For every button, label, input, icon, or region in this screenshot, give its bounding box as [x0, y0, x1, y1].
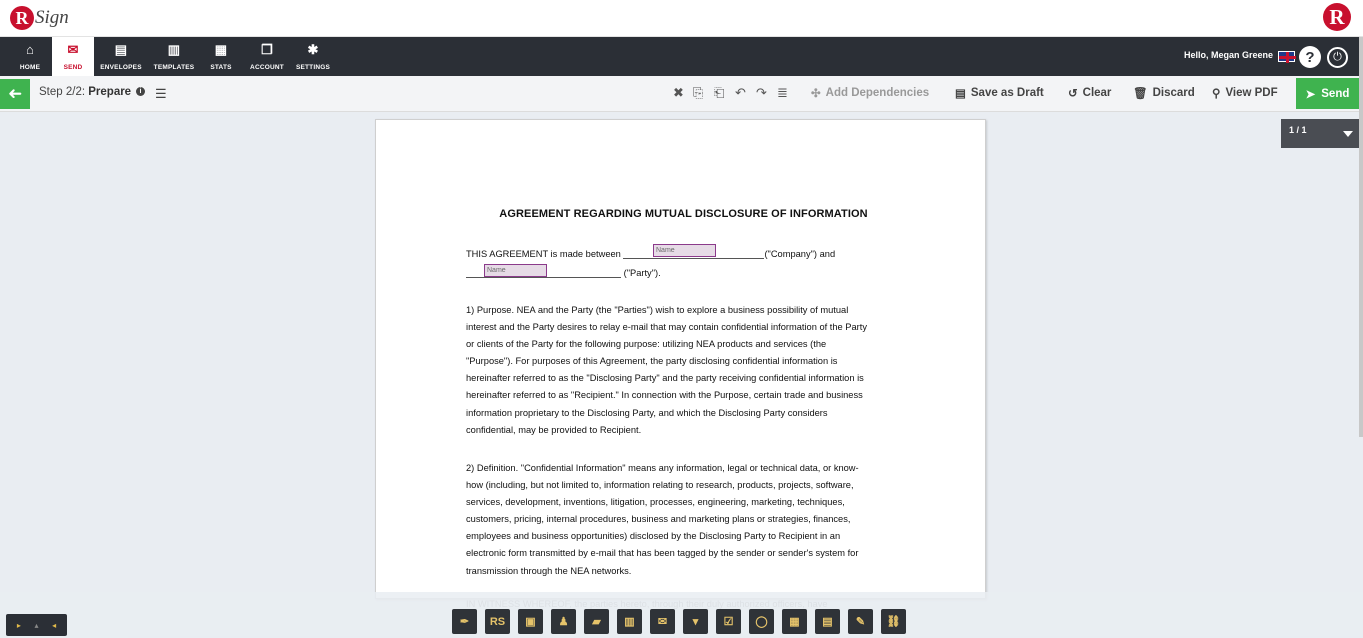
line1-prefix: THIS AGREEMENT is made between	[466, 249, 621, 259]
text-line: transmission through the NEA networks.	[466, 565, 632, 576]
paste-icon[interactable]: ⎗	[714, 85, 725, 100]
text-line: hereinafter referred to as "Recipient." In connection with the Purpose, certain trade and business	[466, 390, 863, 401]
checkbox-tool-icon[interactable]: ☑	[716, 609, 741, 634]
back-arrow-icon: ➜	[7, 84, 23, 103]
nav-label: SETTINGS	[295, 64, 331, 71]
page-selector[interactable]	[1281, 119, 1360, 148]
gear-icon: ✱	[307, 42, 319, 57]
text-line: 1) Purpose. NEA and the Party (the "Parties") wish to explore a business possibility of mutual	[466, 305, 849, 315]
company-logo: R	[1323, 3, 1351, 31]
dropdown-tool-icon[interactable]: ▾	[683, 609, 708, 634]
definition-paragraph	[466, 460, 906, 580]
save-draft-button[interactable]	[955, 86, 1044, 100]
signature-tool-icon[interactable]: ✒	[452, 609, 477, 634]
trash-icon: 🗑	[1133, 88, 1148, 100]
nav-label: SEND	[63, 64, 83, 71]
text-line: electronic form transmitted by e-mail that has been tagged by the sender or sender's system for	[466, 548, 859, 559]
discard-button[interactable]	[1133, 86, 1195, 100]
control-palette	[452, 609, 906, 634]
chevron-down-icon	[1343, 131, 1353, 137]
text-line: interest and the Party desires to relay e-mail that may contain confidential information of the Party	[466, 322, 868, 333]
info-icon[interactable]: i	[136, 87, 145, 96]
text-line: "Purpose"). For purposes of this Agreement, the party disclosing confidential information is	[466, 356, 838, 367]
text-tool-icon[interactable]: ▤	[815, 609, 840, 634]
undo-icon[interactable]: ↶	[735, 85, 746, 100]
nav-label: ENVELOPES	[100, 64, 142, 71]
text-line: information proprietary to the Disclosing Party, and which the Disclosing Party considers	[466, 407, 828, 418]
nav-account[interactable]	[246, 37, 288, 76]
nav-stats[interactable]	[206, 37, 236, 76]
name-tool-icon[interactable]: ♟	[551, 609, 576, 634]
copy-icon[interactable]: ⎘	[693, 85, 704, 100]
text-line: or clients of the Party for the following purpose: utilizing NEA products and services (the	[466, 339, 827, 350]
text-line: confidential, may be provided to Recipient.	[466, 424, 642, 435]
collapse-icon[interactable]: ◂	[52, 620, 57, 630]
menu-icon[interactable]: ≣	[777, 85, 788, 100]
templates-icon: ▥	[167, 42, 181, 57]
logout-icon[interactable]: ⏻	[1327, 47, 1348, 68]
text-line: 2) Definition. "Confidential Information" means any information, legal or technical data, or know-	[466, 463, 859, 473]
add-dependencies-label: Add Dependencies	[825, 87, 930, 99]
redo-icon[interactable]: ↷	[756, 85, 767, 100]
hyperlink-tool-icon[interactable]: ⛓	[881, 609, 906, 634]
page-scrollbar[interactable]	[1359, 37, 1363, 437]
text-line: how (including, but not limited to, information relating to research, products, projects, software,	[466, 480, 854, 491]
play-icon[interactable]: ▸	[16, 620, 21, 630]
document-page[interactable]	[375, 119, 986, 599]
text-line: customers, pricing, internal procedures, business and marketing plans or strategies, finances,	[466, 514, 851, 525]
line1-suffix: ("Company") and	[764, 249, 836, 259]
document-icon: ▤	[955, 88, 966, 100]
step-toolbar	[0, 76, 1363, 112]
panel-toggle[interactable]	[6, 614, 67, 636]
save-draft-label: Save as Draft	[970, 87, 1044, 99]
language-flag-icon[interactable]	[1278, 51, 1295, 62]
step-indicator	[39, 86, 131, 98]
logo-letter: R	[10, 6, 34, 30]
initials-tool-icon[interactable]: RS	[485, 609, 510, 634]
page-count: 1 / 1	[1289, 125, 1307, 135]
clear-label: Clear	[1082, 87, 1112, 99]
clear-button[interactable]	[1068, 86, 1111, 100]
agreement-line-1	[466, 249, 835, 259]
nav-envelopes[interactable]	[98, 37, 144, 76]
nav-label: STATS	[210, 64, 232, 71]
company-tool-icon[interactable]: ▥	[617, 609, 642, 634]
text-line: employees and business opportunities) disclosed by the Disclosing Party to Recipient in an	[466, 531, 841, 542]
date-tool-icon[interactable]: ▦	[782, 609, 807, 634]
search-icon: ⚲	[1212, 88, 1221, 100]
close-icon[interactable]: ✖	[673, 85, 684, 100]
company-blank	[623, 258, 764, 259]
reset-icon: ↺	[1068, 88, 1078, 100]
nav-send[interactable]	[52, 37, 94, 76]
rsign-logo[interactable]	[10, 3, 69, 33]
send-label: Send	[1321, 87, 1350, 100]
up-icon[interactable]: ▴	[34, 620, 39, 630]
document-title: AGREEMENT REGARDING MUTUAL DISCLOSURE OF INFORMATION	[499, 208, 868, 220]
step-prefix: Step 2/2:	[39, 86, 86, 98]
step-name: Prepare	[88, 86, 132, 98]
briefcase-icon: ▦	[214, 42, 228, 57]
purpose-paragraph	[466, 302, 906, 439]
user-greeting[interactable]: Hello, Megan Greene	[1183, 50, 1273, 60]
nav-settings[interactable]	[294, 37, 332, 76]
nav-label: TEMPLATES	[153, 64, 195, 71]
nav-label: ACCOUNT	[250, 64, 284, 71]
dependencies-icon: ✣	[811, 88, 821, 100]
line2-suffix: ("Party").	[623, 268, 661, 278]
name-field[interactable]: Name	[484, 264, 547, 277]
email-tool-icon[interactable]: ✉	[650, 609, 675, 634]
envelope-icon: ✉	[67, 42, 79, 57]
view-pdf-button[interactable]	[1212, 86, 1278, 100]
date-signed-tool-icon[interactable]: ▣	[518, 609, 543, 634]
text-line: services, development, inventions, litigation, processes, engineering, marketing, techniques,	[466, 497, 845, 508]
add-dependencies-button[interactable]	[811, 86, 929, 100]
nav-home[interactable]	[12, 37, 48, 76]
nav-templates[interactable]	[152, 37, 196, 76]
discard-label: Discard	[1152, 87, 1195, 99]
name-field[interactable]: Name	[653, 244, 716, 257]
title-tool-icon[interactable]: ▰	[584, 609, 609, 634]
back-button[interactable]	[0, 79, 30, 109]
brand-bar	[0, 0, 1363, 37]
list-icon[interactable]: ☰	[155, 86, 167, 101]
label-tool-icon[interactable]: ✎	[848, 609, 873, 634]
main-nav	[0, 37, 1363, 76]
account-icon: ❐	[261, 42, 273, 57]
text-line: hereinafter referred to as the "Disclosing Party" and the party receiving confidential information is	[466, 373, 864, 384]
home-icon: ⌂	[25, 42, 35, 57]
send-button[interactable]	[1296, 78, 1359, 109]
paper-plane-icon: ➤	[1305, 88, 1316, 101]
party-blank	[466, 277, 621, 278]
radio-tool-icon[interactable]: ◯	[749, 609, 774, 634]
help-icon[interactable]: ?	[1299, 46, 1321, 68]
nav-label: HOME	[19, 64, 41, 71]
view-pdf-label: View PDF	[1225, 87, 1278, 99]
inbox-icon: ▤	[114, 42, 128, 57]
logo-text: Sign	[35, 7, 69, 28]
